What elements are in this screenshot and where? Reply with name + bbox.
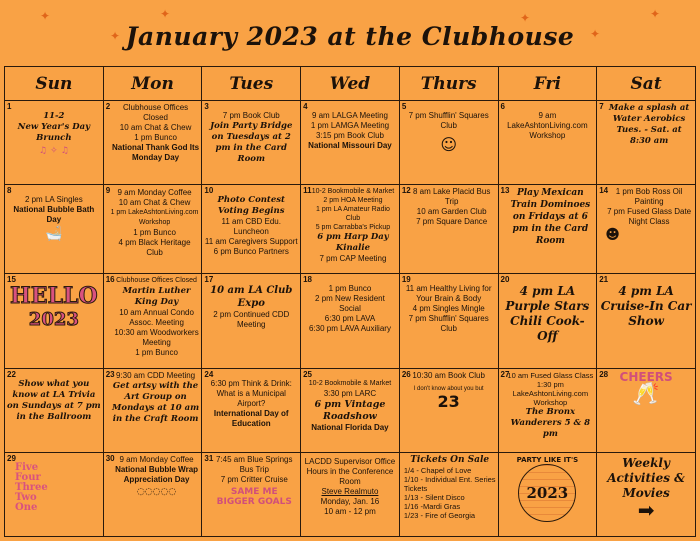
event-text: 3:30 pm LARC [323,388,377,398]
day-cell-8 [5,185,104,273]
day-number: 31 [204,453,214,463]
event-text: 10 am LA Club Expo [210,284,293,309]
event-text: Workshop [533,397,568,407]
sparkle-icon: ✦ [40,9,51,23]
event-text: 9 am Monday Coffee [119,454,194,464]
weekday-mon: Mon [103,67,202,101]
year-graphic: 2023 [28,308,79,330]
event-text: 8:30 am [629,136,669,147]
event-text: 7 pm Fused Glass Date Night Class [607,207,692,227]
event-text: 4 pm LA Cruise-In Car Show [600,283,692,328]
page-title: January 2023 at the Clubhouse [125,22,575,51]
info-cell-weekly [597,452,696,536]
info-text: 1/23 - Fire of Georgia [403,510,476,520]
event-text: Join Party Bridge on Tuesdays at 2 pm in the Card Room [210,121,293,165]
day-cell-1 [5,101,104,185]
weekday-thu: Thurs [399,67,498,101]
event-text: 1 pm Bunco [328,283,372,293]
day-cell-9 [103,185,202,273]
day-number: 21 [599,274,609,284]
day-cell-27 [498,368,597,452]
event-text: 1 pm Bunco [134,133,177,143]
bathtub-icon: 🛁 [45,226,63,243]
weekday-fri: Fri [498,67,597,101]
event-text: 7:45 am Blue Springs Bus Trip [216,454,293,474]
day-cell-15 [5,273,104,368]
day-number: 24 [204,369,214,379]
info-text: 1/4 - Chapel of Love [403,465,472,475]
event-text: 1 pm Bob Ross Oil Painting [615,187,683,207]
day-number: 17 [204,274,214,284]
event-text: 10:30 am Book Club [412,370,485,380]
day-cell-13 [498,185,597,273]
event-text: 4 pm LA Purple Stars Chili Cook-Off [505,283,590,343]
weekday-wed: Wed [301,67,400,101]
day-cell-22 [5,368,104,452]
day-number: 2 [105,102,111,112]
event-text: 10 am Annual Condo Assoc. Meeting [119,307,194,327]
day-number: 30 [105,453,115,463]
event-text: 4 pm Black Heritage Club [118,238,191,258]
painter-portrait-icon: ☻ [605,227,620,244]
event-text: 7 pm CAP Meeting [319,254,387,264]
day-cell-17 [202,273,301,368]
event-text: 1 pm Bunco [135,347,178,357]
day-number: 4 [303,102,308,112]
week-row-4 [5,368,696,452]
countdown-text: Five [15,461,39,473]
day-cell-31 [202,452,301,536]
day-number: 19 [401,274,411,284]
sparkle-icon: ✦ [110,29,121,43]
bubble-wrap-icon: ◌◌◌◌◌ [136,486,177,497]
week-row-2 [5,185,696,273]
event-text: 11 am CBD Edu. Luncheon [221,217,281,237]
badge-number: 23 [437,391,460,411]
event-text: 10 am Chat & Chew [119,123,192,133]
day-cell-16 [103,273,202,368]
event-text: 10 am Garden Club [416,207,487,217]
event-text: 8 am Lake Placid Bus Trip [412,187,491,207]
event-text: 7 pm Critter Cruise [220,474,288,484]
event-text: 7 pm Shufflin' Squares Club [408,313,489,333]
event-text: Show what you know at LA Trivia on Sundays at 7 pm in the Ballroom [7,378,101,422]
day-cell-2 [103,101,202,185]
day-cell-6 [498,101,597,185]
event-text: 1 pm Bunco [133,228,176,238]
party-caption: PARTY LIKE IT'S [516,455,579,464]
event-text: Workshop [529,131,566,141]
event-text: LakeAshtonLiving.com [512,388,589,398]
event-text: 9 am Monday Coffee [117,188,192,198]
sparkle-icon: ✦ [650,7,661,21]
day-cell-26 [399,368,498,452]
countdown-text: Two [15,491,37,503]
arrow-right-icon: ➡ [637,499,655,522]
week-row-5 [5,452,696,536]
day-number: 13 [500,186,510,196]
sparkle-icon: ✦ [160,7,171,21]
sparkle-icon: ✦ [590,27,601,41]
event-text: 9 am LALGA Meeting [311,111,388,121]
champagne-glasses-icon: 🥂 [632,381,660,407]
weekday-sat: Sat [597,67,696,101]
day-cell-5 [399,101,498,185]
event-text: 10-2 Bookmobile & Market [308,379,392,387]
event-text: Get artsy with the Art Group on Mondays at 10 am in the Craft Room [112,380,200,424]
event-text: 10-2 Bookmobile & Market [311,188,395,196]
info-text: 1/16 -Mardi Gras [403,501,461,511]
event-text: 2 pm LA Singles [24,195,83,205]
event-text: 6 pm Vintage Roadshow [314,398,386,422]
event-text: Clubhouse Offices Closed [116,276,197,284]
day-number: 28 [599,369,609,379]
day-number: 7 [599,102,604,112]
day-number: 16 [105,274,115,284]
day-cell-7 [597,101,696,185]
event-text: International Day of Education [213,408,289,428]
week-row-3 [5,273,696,368]
day-number: 15 [7,274,16,284]
info-text: 1/10 - Individual Ent. Series Tickets [403,474,496,493]
calendar-header [0,0,700,66]
event-text: 1 pm LakeAshtonLiving.com Workshop [110,209,199,227]
day-cell-19 [399,273,498,368]
day-number: 26 [401,369,411,379]
event-text: 11-2 [43,111,65,122]
event-text: 11 am Healthy Living for Your Brain & Body [405,283,492,303]
event-text: 1 pm LAMGA Meeting [310,121,390,131]
event-text: 11 am Caregivers Support [204,237,298,247]
day-cell-23 [103,368,202,452]
day-number: 27 [500,369,510,379]
day-number: 12 [401,186,411,196]
day-cell-29 [5,452,104,536]
sparkle-icon: ✦ [520,11,531,25]
day-cell-21 [597,273,696,368]
info-cell-cdd [301,452,400,536]
info-heading: Tickets On Sale [410,454,490,465]
day-number: 5 [401,102,407,112]
week-row-1 [5,101,696,185]
event-text: 2 pm HOA Meeting [323,197,383,205]
day-cell-12 [399,185,498,273]
event-text: 2 pm Continued CDD Meeting [213,309,290,329]
event-text: 9:30 am CDD Meeting [115,370,196,380]
day-number: 1 [7,102,12,112]
day-number: 25 [303,369,313,379]
countdown-text: One [15,501,38,513]
event-text: 6:30 pm LAVA Auxiliary [308,323,391,333]
day-cell-28 [597,368,696,452]
goals-graphic: SAME ME BIGGER GOALS [216,486,292,507]
event-text: 10:30 am Woodworkers Meeting [114,327,199,347]
day-number: 29 [7,453,16,463]
day-number: 6 [500,102,505,112]
event-text: The Bronx Wanderers 5 & 8 pm [510,406,591,439]
day-number: 22 [7,369,16,379]
event-text: Make a splash at Water Aerobics [608,103,690,125]
day-number: 10 [204,186,214,196]
day-number: 14 [599,186,609,196]
event-text: New Year's Day [17,122,91,133]
event-text: National Missouri Day [308,141,392,151]
event-text: 6:30 pm LAVA [324,313,376,323]
info-text: Monday, Jan. 16 [320,496,380,506]
badge-caption: I don't know about you but [413,385,484,392]
event-text: 5 pm Carrabba's Pickup [315,224,391,232]
countdown-text: Four [15,471,41,483]
event-text: Play Mexican Train Dominoes on Fridays at 6 pm in the Card Room [510,188,591,247]
day-number: 11 [303,186,312,196]
disco-ball-icon: 2023 [518,464,576,522]
event-text: Clubhouse Offices Closed [122,103,189,123]
event-text: Martin Luther King Day [122,285,191,307]
event-text: 10 am Fused Glass Class [507,370,594,380]
day-number: 3 [204,102,209,112]
day-cell-18 [301,273,400,368]
day-cell-10 [202,185,301,273]
info-text: Steve Realmuto [321,486,379,496]
day-cell-14 [597,185,696,273]
info-cell-party [498,452,597,536]
event-text: 9 am [538,111,557,121]
cheers-graphic: CHEERS [619,369,673,384]
day-cell-30 [103,452,202,536]
event-text: 7 pm Square Dance [416,217,488,227]
event-text: 3:15 pm Book Club [315,131,384,141]
event-text: 10 am Chat & Chew [118,198,191,208]
weekday-header-row [5,67,696,101]
calendar-grid [4,66,696,537]
event-text: 7 pm Book Club [222,111,280,121]
event-text: 7 pm Shufflin' Squares Club [408,111,489,131]
day-cell-20 [498,273,597,368]
event-text: 6 pm Harp Day Kinalie [317,232,389,254]
event-text: Brunch [36,133,72,144]
day-number: 20 [500,274,510,284]
day-number: 9 [105,186,111,196]
event-text: 6:30 pm Think & Drink: What is a Municipal Airport? [210,378,292,408]
day-number: 23 [105,369,115,379]
day-cell-4 [301,101,400,185]
event-text: Tues. - Sat. at [616,125,682,136]
event-text: 1 pm LA Amateur Radio Club [315,206,390,223]
countdown-text: Three [15,481,48,493]
event-text: National Bubble Bath Day [13,205,95,225]
party-face-icon: ☺ [440,135,457,155]
event-text: 6 pm Bunco Partners [213,247,289,257]
weekday-tue: Tues [202,67,301,101]
hello-graphic: HELLO [10,282,98,309]
day-cell-3 [202,101,301,185]
event-text: National Bubble Wrap Appreciation Day [115,464,199,484]
event-text: 1:30 pm [536,379,564,389]
info-text: 10 am - 12 pm [324,506,376,516]
day-cell-25 [301,368,400,452]
event-text: LakeAshtonLiving.com [507,121,588,131]
info-cell-tickets [399,452,498,536]
info-text: LACDD Supervisor Office Hours in the Conference Room [304,456,396,486]
day-cell-11 [301,185,400,273]
event-text: 2 pm New Resident Social [315,293,385,313]
event-text: National Thank God Its Monday Day [111,143,200,163]
day-cell-24 [202,368,301,452]
weekday-sun: Sun [5,67,104,101]
event-text: National Florida Day [311,422,389,432]
day-number: 18 [303,274,313,284]
champagne-chill-graphic: ♫ ✧ ♫ [38,146,69,157]
event-text: 4 pm Singles Mingle [412,303,485,313]
event-text: Photo Contest Voting Begins [217,195,285,217]
weekly-activities-link[interactable]: Weekly Activities & Movies [607,455,685,500]
day-number: 8 [7,186,12,196]
info-text: 1/13 - Silent Disco [403,492,465,502]
